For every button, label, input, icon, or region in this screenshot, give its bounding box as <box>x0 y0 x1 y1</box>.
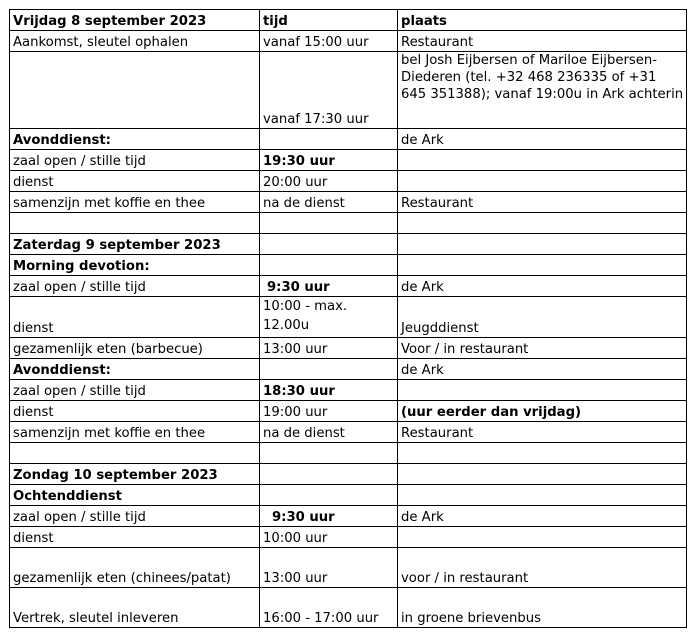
section-heading: Ochtenddienst <box>10 485 260 506</box>
table-row <box>10 401 687 422</box>
activity-cell: samenzijn met koffie en thee <box>10 192 260 213</box>
spacer-row <box>10 213 687 234</box>
header-row <box>10 10 687 31</box>
activity-cell <box>10 52 260 129</box>
activity-cell: Aankomst, sleutel ophalen <box>10 31 260 52</box>
spacer-row <box>10 443 687 464</box>
place-cell <box>398 485 687 506</box>
place-cell: Restaurant <box>398 31 687 52</box>
time-cell: 9:30 uur <box>260 506 398 527</box>
place-cell: (uur eerder dan vrijdag) <box>398 401 687 422</box>
table-row <box>10 359 687 380</box>
table-row <box>10 548 687 588</box>
place-cell: voor / in restaurant <box>398 548 687 588</box>
time-cell: vanaf 17:30 uur <box>260 52 398 129</box>
table-row <box>10 129 687 150</box>
empty-cell <box>260 443 398 464</box>
place-cell: in groene brievenbus <box>398 588 687 628</box>
activity-cell: zaal open / stille tijd <box>10 380 260 401</box>
place-cell <box>398 150 687 171</box>
place-cell: de Ark <box>398 129 687 150</box>
empty-cell <box>10 213 260 234</box>
table-row <box>10 31 687 52</box>
header-time: tijd <box>260 10 398 31</box>
time-cell: na de dienst <box>260 422 398 443</box>
table-row <box>10 338 687 359</box>
day-heading-row <box>10 234 687 255</box>
activity-cell: dienst <box>10 401 260 422</box>
empty-cell <box>398 213 687 234</box>
table-row <box>10 276 687 297</box>
activity-cell: gezamenlijk eten (chinees/patat) <box>10 548 260 588</box>
activity-cell: Vertrek, sleutel inleveren <box>10 588 260 628</box>
table-row <box>10 588 687 628</box>
time-cell <box>260 359 398 380</box>
empty-cell <box>398 234 687 255</box>
time-cell: 13:00 uur <box>260 338 398 359</box>
empty-cell <box>260 464 398 485</box>
place-cell: Jeugddienst <box>398 297 687 338</box>
place-cell: de Ark <box>398 359 687 380</box>
empty-cell <box>10 443 260 464</box>
place-cell <box>398 255 687 276</box>
time-cell: 10:00 - max. 12.00u <box>260 297 398 338</box>
time-cell: 16:00 - 17:00 uur <box>260 588 398 628</box>
day-heading-row <box>10 464 687 485</box>
empty-cell <box>398 443 687 464</box>
time-cell: 10:00 uur <box>260 527 398 548</box>
activity-cell: gezamenlijk eten (barbecue) <box>10 338 260 359</box>
table-row <box>10 506 687 527</box>
schedule-table <box>9 9 687 628</box>
section-heading: Avonddienst: <box>10 359 260 380</box>
place-cell: Restaurant <box>398 192 687 213</box>
empty-cell <box>260 234 398 255</box>
time-cell <box>260 255 398 276</box>
section-heading: Avonddienst: <box>10 129 260 150</box>
table-row <box>10 485 687 506</box>
table-row <box>10 52 687 129</box>
place-cell: de Ark <box>398 506 687 527</box>
place-cell <box>398 527 687 548</box>
day-heading: Zaterdag 9 september 2023 <box>10 234 260 255</box>
table-row <box>10 422 687 443</box>
time-cell: 18:30 uur <box>260 380 398 401</box>
place-cell <box>398 171 687 192</box>
section-heading: Morning devotion: <box>10 255 260 276</box>
time-cell: 9:30 uur <box>260 276 398 297</box>
activity-cell: zaal open / stille tijd <box>10 150 260 171</box>
activity-cell: dienst <box>10 527 260 548</box>
activity-cell: dienst <box>10 297 260 338</box>
empty-cell <box>398 464 687 485</box>
place-cell: Voor / in restaurant <box>398 338 687 359</box>
time-cell <box>260 129 398 150</box>
time-cell: 13:00 uur <box>260 548 398 588</box>
table-row <box>10 297 687 338</box>
time-cell: 20:00 uur <box>260 171 398 192</box>
time-cell: na de dienst <box>260 192 398 213</box>
place-cell: de Ark <box>398 276 687 297</box>
table-row <box>10 527 687 548</box>
place-cell: bel Josh Eijbersen of Mariloe Eijbersen-Diederen (tel. +32 468 236335 of +31 645 351388); vanaf 19:00u in Ark achterin <box>398 52 687 129</box>
time-cell: 19:00 uur <box>260 401 398 422</box>
table-row <box>10 380 687 401</box>
activity-cell: dienst <box>10 171 260 192</box>
activity-cell: zaal open / stille tijd <box>10 276 260 297</box>
place-cell <box>398 380 687 401</box>
time-cell: vanaf 15:00 uur <box>260 31 398 52</box>
table-row <box>10 150 687 171</box>
empty-cell <box>260 213 398 234</box>
time-cell <box>260 485 398 506</box>
activity-cell: zaal open / stille tijd <box>10 506 260 527</box>
place-cell: Restaurant <box>398 422 687 443</box>
header-place: plaats <box>398 10 687 31</box>
table-row <box>10 192 687 213</box>
time-cell: 19:30 uur <box>260 150 398 171</box>
header-day: Vrijdag 8 september 2023 <box>10 10 260 31</box>
activity-cell: samenzijn met koffie en thee <box>10 422 260 443</box>
day-heading: Zondag 10 september 2023 <box>10 464 260 485</box>
table-row <box>10 171 687 192</box>
table-row <box>10 255 687 276</box>
